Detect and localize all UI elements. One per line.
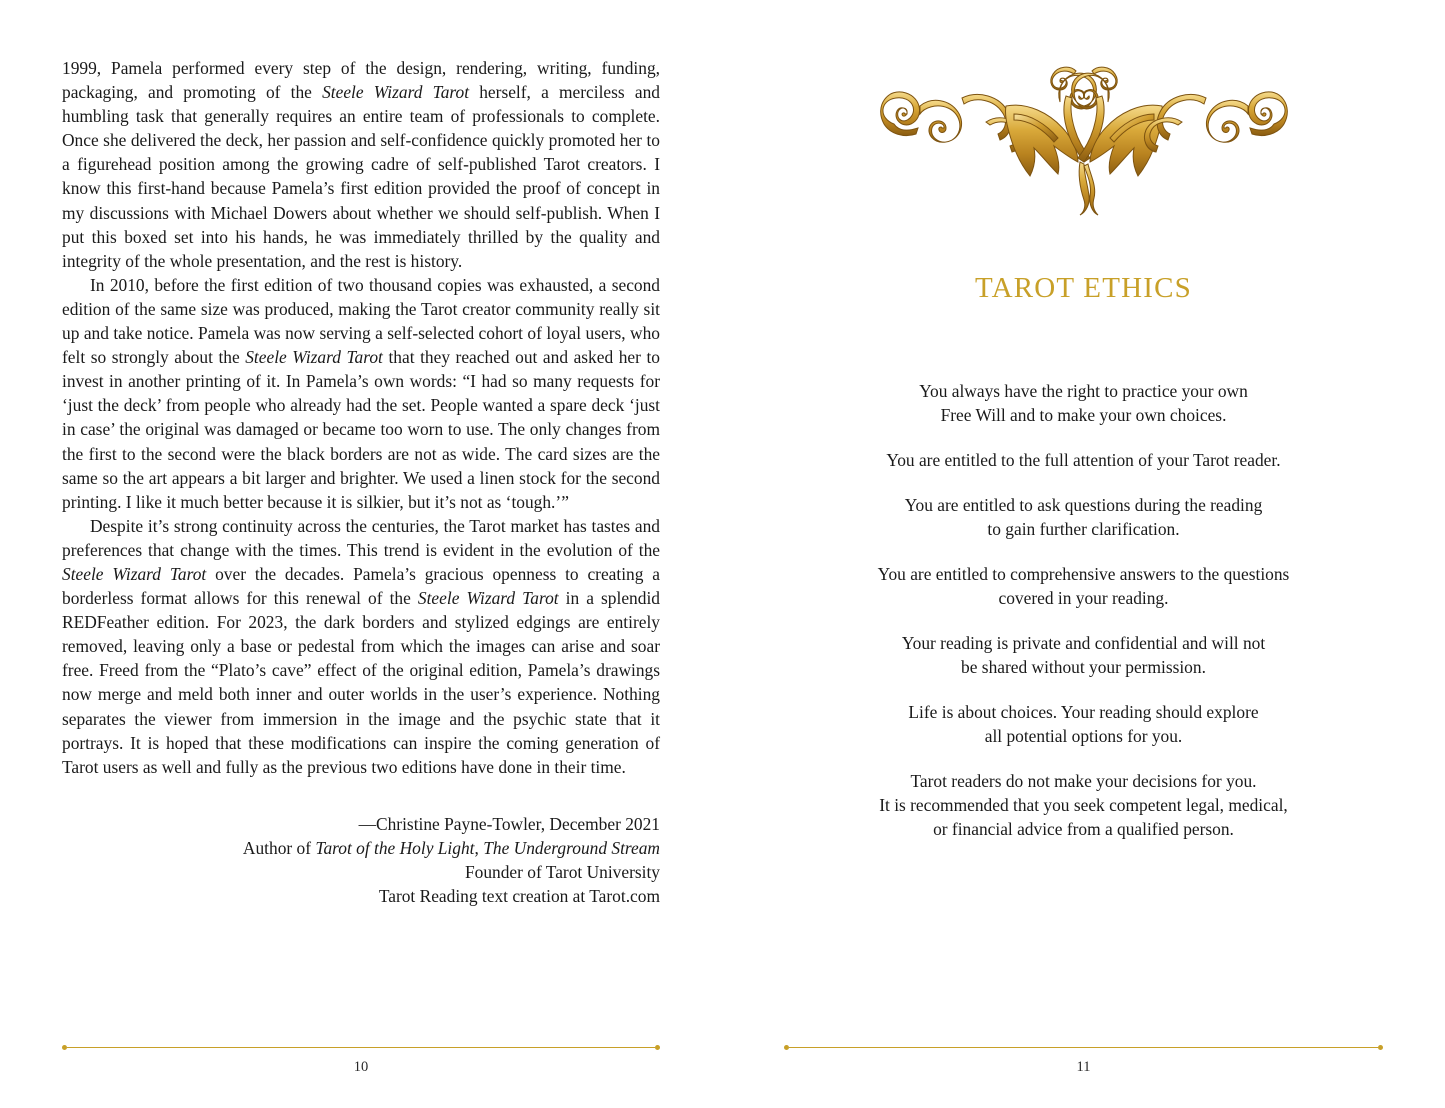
footer-rule-line <box>67 1047 655 1048</box>
ethics-item: Tarot readers do not make your decisions for you. It is recommended that you seek competent legal, medical, or financial advice from a qualified person. <box>879 771 1288 840</box>
ethics-item: You are entitled to the full attention of your Tarot reader. <box>886 450 1281 471</box>
footer-rule <box>0 1045 722 1050</box>
page-number-left: 10 <box>353 1059 369 1075</box>
signoff-founder: Founder of Tarot University <box>464 862 660 882</box>
book-title-italic: Steele Wizard Tarot <box>322 82 470 103</box>
signoff-tarot-reading: Tarot Reading text creation at Tarot.com <box>378 886 660 907</box>
footer-rule-dot-right <box>1378 1045 1383 1050</box>
page-title: TAROT ETHICS <box>975 272 1192 304</box>
right-page-footer <box>722 1045 1445 1076</box>
signoff-credits <box>62 836 660 860</box>
book-title-italic: Steele Wizard Tarot <box>62 563 207 584</box>
paragraph-2: In 2010, before the first edition of two thousand copies was exhausted, a second edition of the same size was produced, making the Tarot creator community really sit up and take notice. Pamela was now serving a self-selected cohort of loyal users, who felt so strongly about the Steele Wizard Tarot that they reached out and asked her to invest in another printing of it. In Pamela’s own words: “I had so many requests for ‘just the deck’ from people who already had the set. People wanted a spare deck ‘just in case’ the original was damaged or became too worn to use. The only changes from the first to the second were the black borders are not as wide. The card sizes are the same so the art appears a bit larger and brighter. We used a linen stock for the second printing. I like it much better because it is silkier, but it’s not as ‘tough.’” <box>62 274 660 512</box>
left-page <box>0 0 722 1108</box>
left-page-footer <box>0 1045 722 1076</box>
ethics-item: Life is about choices. Your reading should explore all potential options for you. <box>908 702 1259 747</box>
signoff-author: —Christine Payne-Towler, December 2021 <box>358 813 660 834</box>
ethics-item: You always have the right to practice your own Free Will and to make your own choices. <box>919 381 1248 426</box>
ethics-item: You are entitled to ask questions during the reading to gain further clarification. <box>904 495 1263 540</box>
footer-rule-line <box>789 1047 1378 1048</box>
book-title-italic: Steele Wizard Tarot <box>417 588 559 609</box>
signoff-block <box>62 812 660 908</box>
ethics-item: Your reading is private and confidential and will not be shared without your permission. <box>901 633 1266 678</box>
signoff-separator: , <box>474 837 484 858</box>
paragraph-1: 1999, Pamela performed every step of the design, rendering, writing, funding, packaging, and promoting of the Steele Wizard Tarot herself, a merciless and humbling task that generally requires an entire team of professionals to complete. Once she delivered the deck, her passion and self-confidence quickly promoted her to a figurehead position among the growing cadre of self-published Tarot creators. I know this first-hand because Pamela’s first edition provided the proof of concept in my discussions with Michael Dowers about whether we should self-publish. When I put this boxed set into his hands, he was immediately thrilled by the quality and integrity of the whole presentation, and the rest is history. <box>62 58 660 271</box>
signoff-book-title-2: The Underground Stream <box>483 837 660 858</box>
twin-dragons-ornament <box>792 62 1375 212</box>
page-number-right: 11 <box>1076 1059 1091 1075</box>
left-page-body <box>62 56 660 779</box>
right-page <box>722 0 1445 1108</box>
footer-rule <box>722 1045 1445 1050</box>
tarot-ethics-list <box>792 379 1375 841</box>
signoff-author-of-label: Author of <box>242 837 316 858</box>
book-title-italic: Steele Wizard Tarot <box>245 347 383 368</box>
ethics-item: You are entitled to comprehensive answers to the questions covered in your reading. <box>877 564 1290 609</box>
paragraph-3: Despite it’s strong continuity across the centuries, the Tarot market has tastes and preferences that change with the times. This trend is evident in the evolution of the Steele Wizard Tarot over the decades. Pamela’s gracious openness to creating a borderless format allows for this renewal of the Steele Wizard Tarot in a splendid REDFeather edition. For 2023, the dark borders and stylized edgings are entirely removed, leaving only a base or pedestal from which the images can arise and soar free. Freed from the “Plato’s cave” effect of the original edition, Pamela’s drawings now merge and meld both inner and outer worlds in the user’s experience. Nothing separates the viewer from immersion in the image and the psychic state that it portrays. It is hoped that these modifications can inspire the coming generation of Tarot users as well and fully as the previous two editions have done in their time. <box>62 515 660 777</box>
signoff-book-title-1: Tarot of the Holy Light <box>315 837 475 858</box>
footer-rule-dot-right <box>655 1045 660 1050</box>
